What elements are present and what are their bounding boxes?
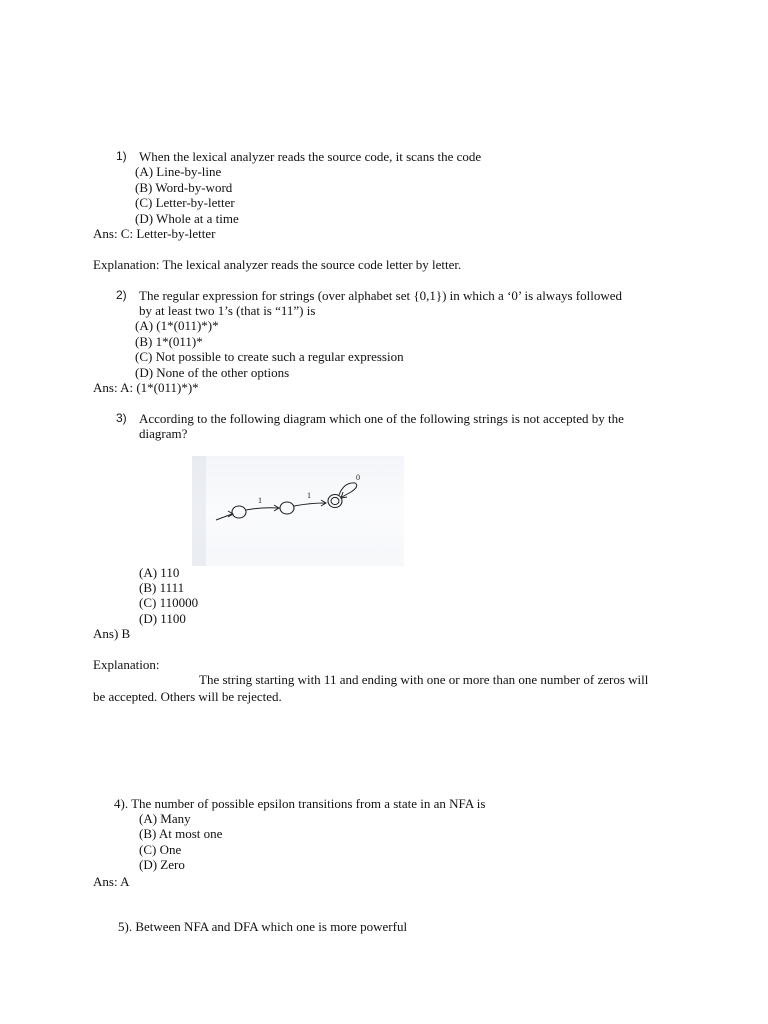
q5-text: 5). Between NFA and DFA which one is more powerful [118,919,408,934]
q1-number: 1) [116,149,127,163]
q2-option-d: (D) None of the other options [135,365,290,380]
q3-text-line1: According to the following diagram which one of the following strings is not accepted by the [139,411,624,426]
q1-text: When the lexical analyzer reads the source code, it scans the code [139,149,482,164]
q1-explanation: Explanation: The lexical analyzer reads the source code letter by letter. [93,257,462,272]
automaton-diagram [192,456,404,566]
q4-option-d: (D) Zero [139,857,185,872]
q1-option-d: (D) Whole at a time [135,211,239,226]
q3-explanation-line1: The string starting with 11 and ending with one or more than one number of zeros will [199,672,649,687]
self-loop-label-0: 0 [356,473,360,482]
q3-explanation-line2: be accepted. Others will be rejected. [93,689,282,704]
q2-option-b: (B) 1*(011)* [135,334,203,349]
q3-option-a: (A) 110 [139,565,180,580]
scan-background [192,456,404,566]
transition-label-1: 1 [258,496,262,505]
q2-option-c: (C) Not possible to create such a regular expression [135,349,404,364]
q4-option-a: (A) Many [139,811,191,826]
q2-option-a: (A) (1*(011)*)* [135,318,219,333]
q1-option-c: (C) Letter-by-letter [135,195,235,210]
automaton-diagram-svg [192,456,404,566]
q4-text: 4). The number of possible epsilon transitions from a state in an NFA is [114,796,486,811]
q1-option-a: (A) Line-by-line [135,164,222,179]
q3-number: 3) [116,411,127,425]
q1-answer: Ans: C: Letter-by-letter [93,226,216,241]
q4-option-c: (C) One [139,842,182,857]
q1-option-b: (B) Word-by-word [135,180,233,195]
q3-option-c: (C) 110000 [139,595,199,610]
q4-option-b: (B) At most one [139,826,223,841]
q2-answer: Ans: A: (1*(011)*)* [93,380,199,395]
q4-answer: Ans: A [93,874,130,889]
q3-option-b: (B) 1111 [139,580,185,595]
q2-number: 2) [116,288,127,302]
q3-answer: Ans) B [93,626,131,641]
transition-label-2: 1 [307,491,311,500]
q2-text-line2: by at least two 1’s (that is “11”) is [139,303,316,318]
q3-option-d: (D) 1100 [139,611,186,626]
q3-explanation-heading: Explanation: [93,657,160,672]
q2-text-line1: The regular expression for strings (over alphabet set {0,1}) in which a ‘0’ is always followed [139,288,622,303]
scan-edge-shadow [192,456,206,566]
q3-text-line2: diagram? [139,426,188,441]
